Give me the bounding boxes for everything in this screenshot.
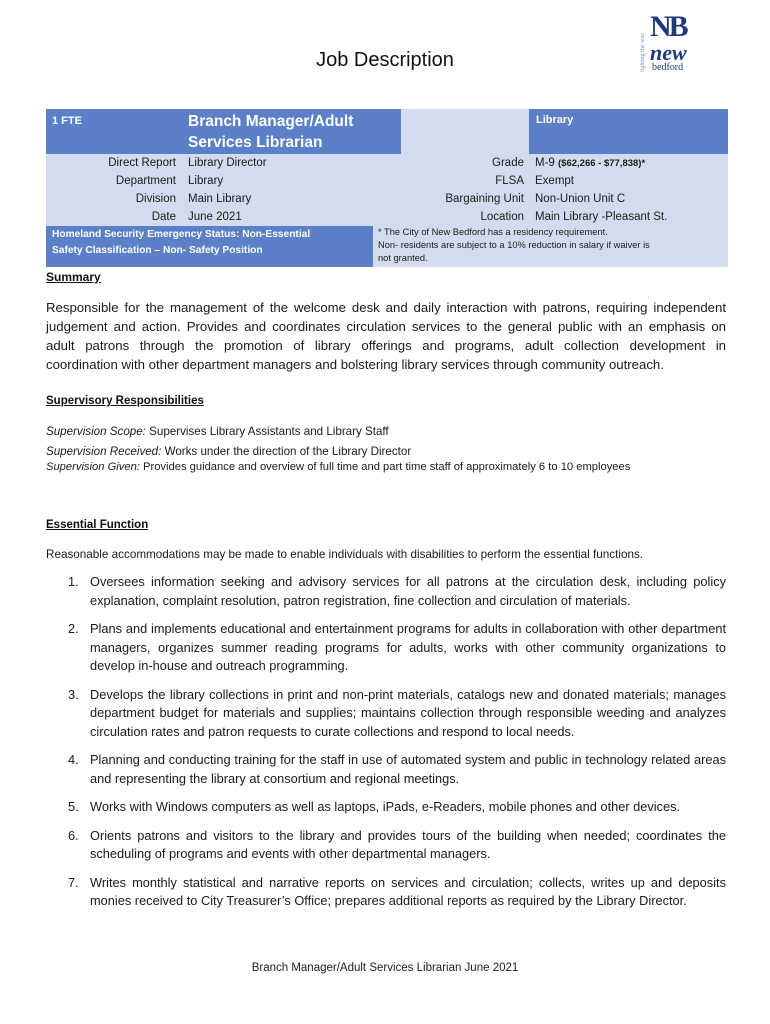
date-value: June 2021 [188,211,242,223]
list-item [46,686,726,742]
grade-value-cell [535,154,645,173]
left-label-department: Department [115,175,176,187]
residency-line3: not granted. [378,253,428,263]
residency-line2: Non- residents are subject to a 10% reduction in salary if waiver is [378,240,650,250]
essential-heading: Essential Function [46,519,149,531]
item-number: 2. [68,621,79,636]
department-tag-cell: Library [529,109,728,154]
supervision-scope [46,423,746,440]
logo-tagline: lighting the way [640,33,646,72]
supervision-scope-label: Supervision Scope: [46,425,146,438]
item-text: Writes monthly statistical and narrative reports on services and circulation; collects, writes up and deposits monies received to City Treasurer’s Office; prepares additional reports as required by the Library Director. [90,874,726,908]
right-label-grade: Grade [492,157,524,169]
summary-line: judgement and action. Provides and coordinates circulation services to the general public with an emphasis on [46,319,726,334]
item-number: 3. [68,686,79,702]
job-title-cell [181,109,401,154]
homeland-security-cell [46,226,373,267]
residency-note-cell [373,226,728,267]
direct-report-value: Library Director [188,157,267,169]
left-label-direct-report: Direct Report [108,157,176,169]
list-item [46,798,726,817]
left-label-date: Date [151,211,176,223]
fte-cell: 1 FTE [46,109,181,154]
page-footer: Branch Manager/Adult Services Librarian June 2021 [251,962,519,974]
list-item [46,874,726,911]
residency-line1: * The City of New Bedford has a residency requirement. [378,227,608,237]
department-value: Library [188,175,224,187]
job-title-line2: Services Librarian [188,134,323,151]
item-text: Develops the library collections in print and non-print materials, catalogs new and donated materials; manages department budget for materials and supplies; maintains collection through responsible weeding and analyzes circulation rates and patron requests to curate collections and respond to local needs. [90,686,726,739]
item-number: 5. [68,799,79,814]
supervision-received-text: Works under the direction of the Library Director [164,445,412,458]
item-text: Oversees information seeking and advisory services for all patrons at the circulation desk, including policy explanation, complaint resolution, patron registration, fine collection and circulation of materials. [90,574,726,608]
item-number: 4. [68,752,79,767]
right-label-flsa: FLSA [495,175,524,187]
supervision-given-label: Supervision Given: [46,461,140,473]
location-value: Main Library -Pleasant St. [535,211,668,223]
supervision-received [46,443,746,460]
division-value: Main Library [188,193,252,205]
flsa-value: Exempt [535,175,574,187]
logo-word-bedford: bedford [652,62,684,73]
list-item [46,620,726,676]
logo-word-new: new [650,40,687,65]
safety-classification: Safety Classification – Non- Safety Position [52,245,263,256]
blank-cell [401,109,529,154]
supervision-given-text: Provides guidance and overview of full time and part time staff of approximately 6 to 10 employees [143,461,631,473]
summary-line: adult patrons through the promotion of library offerings and programs, adult collection development in [46,338,726,353]
right-label-bargaining: Bargaining Unit [445,193,524,205]
supervision-given [46,459,746,476]
summary-line: coordination with other department managers and bolstering library services through community outreach. [46,357,664,372]
right-label-location: Location [480,211,524,223]
left-label-division: Division [135,193,176,205]
grade-value: M-9 [535,157,555,169]
supervision-scope-text: Supervises Library Assistants and Library Staff [149,425,389,438]
supervisory-heading: Supervisory Responsibilities [46,395,204,407]
job-header-table [46,109,728,267]
item-text: Planning and conducting training for the staff in use of automated system and public in technology related areas and representing the library at consortium and regional meetings. [90,752,726,786]
job-title-line1: Branch Manager/Adult [188,113,354,130]
item-text: Orients patrons and visitors to the library and provides tours of the building when needed; coordinates the scheduling of programs and events with other departmental managers. [90,827,726,861]
homeland-status: Homeland Security Emergency Status: Non-Essential [52,229,311,240]
essential-functions-list [46,573,726,921]
essential-intro: Reasonable accommodations may be made to enable individuals with disabilities to perform the essential functions. [46,548,644,561]
bargaining-value: Non-Union Unit C [535,193,626,205]
item-text: Works with Windows computers as well as laptops, iPads, e-Readers, mobile phones and other devices. [90,799,681,814]
list-item [46,827,726,864]
item-text: Plans and implements educational and entertainment programs for adults in collaboration with other department managers, organizes summer reading programs for adults, works with other community organizations to develop in-house and outreach programming. [90,621,726,673]
logo-mark: NB [650,10,686,43]
supervision-received-label: Supervision Received: [46,445,162,458]
item-number: 1. [68,574,79,589]
summary-body [46,298,726,374]
summary-heading: Summary [46,270,101,284]
list-item [46,573,726,610]
summary-line: Responsible for the management of the welcome desk and daily interaction with patrons, requiring independent [46,300,726,315]
document-title: Job Description [316,49,454,71]
item-number: 7. [68,874,79,890]
list-item [46,751,726,788]
salary-range: ($62,266 - $77,838)* [558,158,646,169]
item-number: 6. [68,827,79,843]
